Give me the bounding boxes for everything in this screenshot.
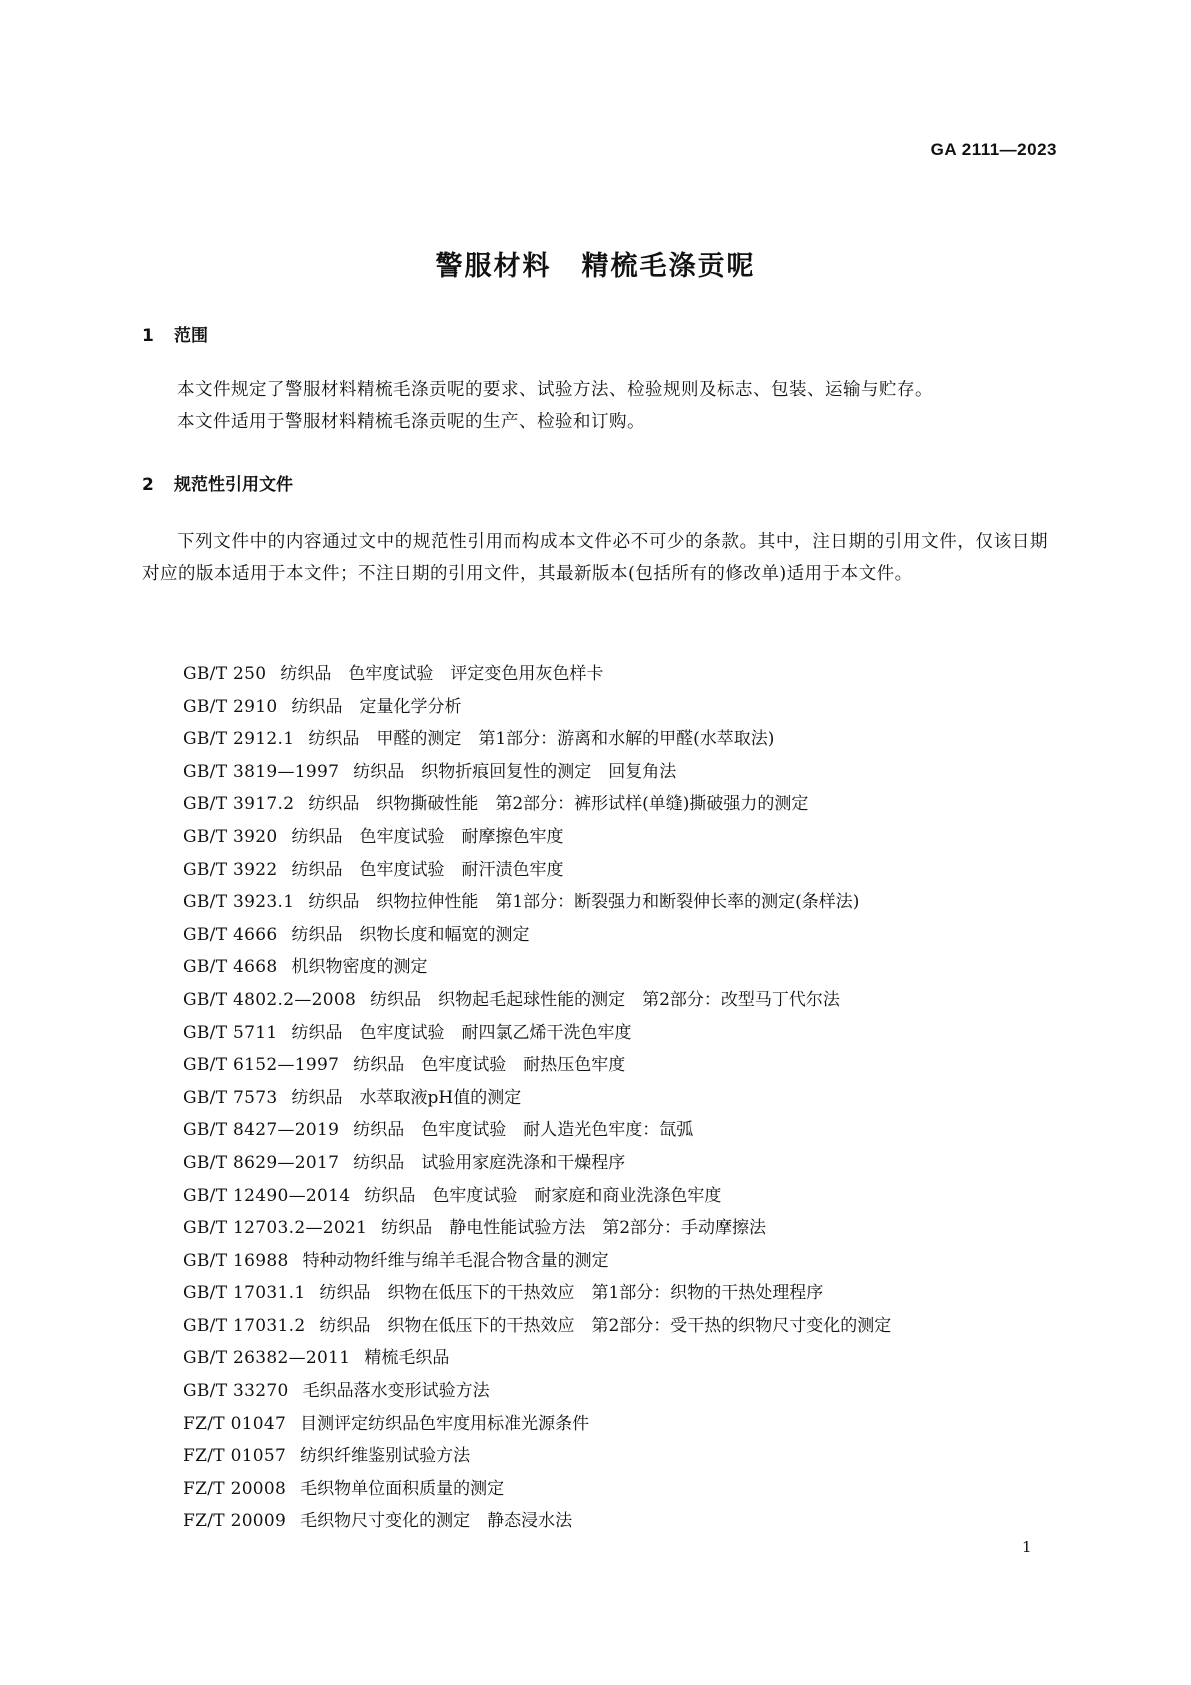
document-code: GA 2111—2023 xyxy=(930,140,1057,159)
reference-list xyxy=(183,658,891,1538)
reference-title: 机织物密度的测定 xyxy=(291,957,428,978)
title-part-2: 精梳毛涤贡呢 xyxy=(581,251,756,282)
reference-code: GB/T 6152—1997 xyxy=(183,1055,340,1076)
section-1-heading xyxy=(142,321,208,346)
section-2-number: 2 xyxy=(142,475,154,495)
reference-code: GB/T 8629—2017 xyxy=(183,1152,340,1173)
reference-item xyxy=(183,1440,891,1473)
reference-title: 纺织品 色牢度试验 耐四氯乙烯干洗色牢度 xyxy=(291,1022,632,1043)
reference-code: GB/T 2910 xyxy=(183,696,278,717)
page-number: 1 xyxy=(1022,1538,1032,1556)
reference-title: 毛织品落水变形试验方法 xyxy=(302,1381,490,1402)
reference-item xyxy=(183,1212,891,1245)
reference-code: FZ/T 20009 xyxy=(183,1511,287,1532)
reference-code: GB/T 3923.1 xyxy=(183,892,295,913)
reference-title: 目测评定纺织品色牢度用标准光源条件 xyxy=(300,1413,590,1434)
reference-item xyxy=(183,1082,891,1115)
reference-item xyxy=(183,1505,891,1538)
reference-title: 纺织品 色牢度试验 耐汗渍色牢度 xyxy=(291,859,564,880)
reference-item xyxy=(183,919,891,952)
section-2-heading xyxy=(142,470,293,495)
reference-title: 纺织品 定量化学分析 xyxy=(291,696,462,717)
reference-title: 毛织物单位面积质量的测定 xyxy=(300,1478,505,1499)
reference-code: GB/T 12490—2014 xyxy=(183,1185,351,1206)
reference-title: 纺织品 水萃取液pH值的测定 xyxy=(291,1087,522,1108)
reference-code: GB/T 12703.2—2021 xyxy=(183,1218,368,1239)
reference-code: GB/T 8427—2019 xyxy=(183,1120,340,1141)
reference-item xyxy=(183,1049,891,1082)
reference-item xyxy=(183,1147,891,1180)
reference-title: 纺织纤维鉴别试验方法 xyxy=(300,1446,471,1467)
reference-item xyxy=(183,1473,891,1506)
reference-item xyxy=(183,1245,891,1278)
reference-code: GB/T 16988 xyxy=(183,1250,289,1271)
reference-title: 纺织品 织物在低压下的干热效应 第1部分：织物的干热处理程序 xyxy=(319,1283,824,1304)
reference-title: 毛织物尺寸变化的测定 静态浸水法 xyxy=(300,1511,573,1532)
reference-item xyxy=(183,1310,891,1343)
reference-item xyxy=(183,1277,891,1310)
reference-item xyxy=(183,984,891,1017)
reference-code: GB/T 17031.2 xyxy=(183,1315,306,1336)
reference-title: 精梳毛织品 xyxy=(364,1348,450,1369)
reference-code: GB/T 17031.1 xyxy=(183,1283,306,1304)
reference-title: 纺织品 色牢度试验 耐热压色牢度 xyxy=(353,1055,626,1076)
reference-code: GB/T 4668 xyxy=(183,957,278,978)
reference-item xyxy=(183,1017,891,1050)
reference-title: 纺织品 织物拉伸性能 第1部分：断裂强力和断裂伸长率的测定(条样法) xyxy=(308,892,860,913)
reference-item xyxy=(183,1114,891,1147)
reference-code: GB/T 3917.2 xyxy=(183,794,295,815)
reference-code: FZ/T 20008 xyxy=(183,1478,287,1499)
reference-code: FZ/T 01057 xyxy=(183,1446,287,1467)
reference-code: GB/T 3920 xyxy=(183,826,278,847)
reference-title: 特种动物纤维与绵羊毛混合物含量的测定 xyxy=(302,1250,609,1271)
reference-item xyxy=(183,821,891,854)
reference-title: 纺织品 织物起毛起球性能的测定 第2部分：改型马丁代尔法 xyxy=(370,989,840,1010)
reference-item xyxy=(183,658,891,691)
reference-item xyxy=(183,1342,891,1375)
reference-item xyxy=(183,691,891,724)
references-intro-paragraph: 下列文件中的内容通过文中的规范性引用而构成本文件必不可少的条款。其中，注日期的引用文件，仅该日期对应的版本适用于本文件；不注日期的引用文件，其最新版本(包括所有的修改单)适用于本文件。 xyxy=(142,532,1048,584)
scope-paragraph-1: 本文件规定了警服材料精梳毛涤贡呢的要求、试验方法、检验规则及标志、包装、运输与贮存。 xyxy=(177,380,933,400)
document-title xyxy=(0,244,1191,283)
reference-title: 纺织品 织物在低压下的干热效应 第2部分：受干热的织物尺寸变化的测定 xyxy=(319,1315,892,1336)
reference-code: GB/T 3922 xyxy=(183,859,278,880)
reference-item xyxy=(183,723,891,756)
section-1-number: 1 xyxy=(142,326,154,346)
reference-item xyxy=(183,951,891,984)
reference-item xyxy=(183,788,891,821)
reference-title: 纺织品 色牢度试验 耐人造光色牢度：氙弧 xyxy=(353,1120,694,1141)
reference-title: 纺织品 织物撕破性能 第2部分：裤形试样(单缝)撕破强力的测定 xyxy=(308,794,809,815)
section-2-title: 规范性引用文件 xyxy=(174,475,293,495)
reference-item xyxy=(183,854,891,887)
reference-item xyxy=(183,1180,891,1213)
reference-code: GB/T 26382—2011 xyxy=(183,1348,351,1369)
reference-code: GB/T 4802.2—2008 xyxy=(183,989,357,1010)
reference-code: GB/T 7573 xyxy=(183,1087,278,1108)
reference-title: 纺织品 色牢度试验 耐摩擦色牢度 xyxy=(291,826,564,847)
reference-code: GB/T 5711 xyxy=(183,1022,278,1043)
reference-code: GB/T 2912.1 xyxy=(183,729,295,750)
reference-code: GB/T 4666 xyxy=(183,924,278,945)
reference-code: GB/T 33270 xyxy=(183,1381,289,1402)
section-1-title: 范围 xyxy=(174,326,208,346)
reference-item xyxy=(183,756,891,789)
reference-title: 纺织品 织物长度和幅宽的测定 xyxy=(291,924,530,945)
reference-title: 纺织品 色牢度试验 耐家庭和商业洗涤色牢度 xyxy=(364,1185,722,1206)
reference-code: GB/T 3819—1997 xyxy=(183,761,340,782)
reference-item xyxy=(183,886,891,919)
reference-code: GB/T 250 xyxy=(183,664,267,684)
reference-item xyxy=(183,1408,891,1441)
reference-title: 纺织品 色牢度试验 评定变色用灰色样卡 xyxy=(280,664,604,684)
title-part-1: 警服材料 xyxy=(435,251,552,282)
reference-title: 纺织品 织物折痕回复性的测定 回复角法 xyxy=(353,761,677,782)
reference-code: FZ/T 01047 xyxy=(183,1413,287,1434)
reference-title: 纺织品 试验用家庭洗涤和干燥程序 xyxy=(353,1152,626,1173)
reference-title: 纺织品 静电性能试验方法 第2部分：手动摩擦法 xyxy=(381,1218,767,1239)
scope-paragraph-2: 本文件适用于警服材料精梳毛涤贡呢的生产、检验和订购。 xyxy=(177,412,645,432)
reference-title: 纺织品 甲醛的测定 第1部分：游离和水解的甲醛(水萃取法) xyxy=(308,729,775,750)
reference-item xyxy=(183,1375,891,1408)
